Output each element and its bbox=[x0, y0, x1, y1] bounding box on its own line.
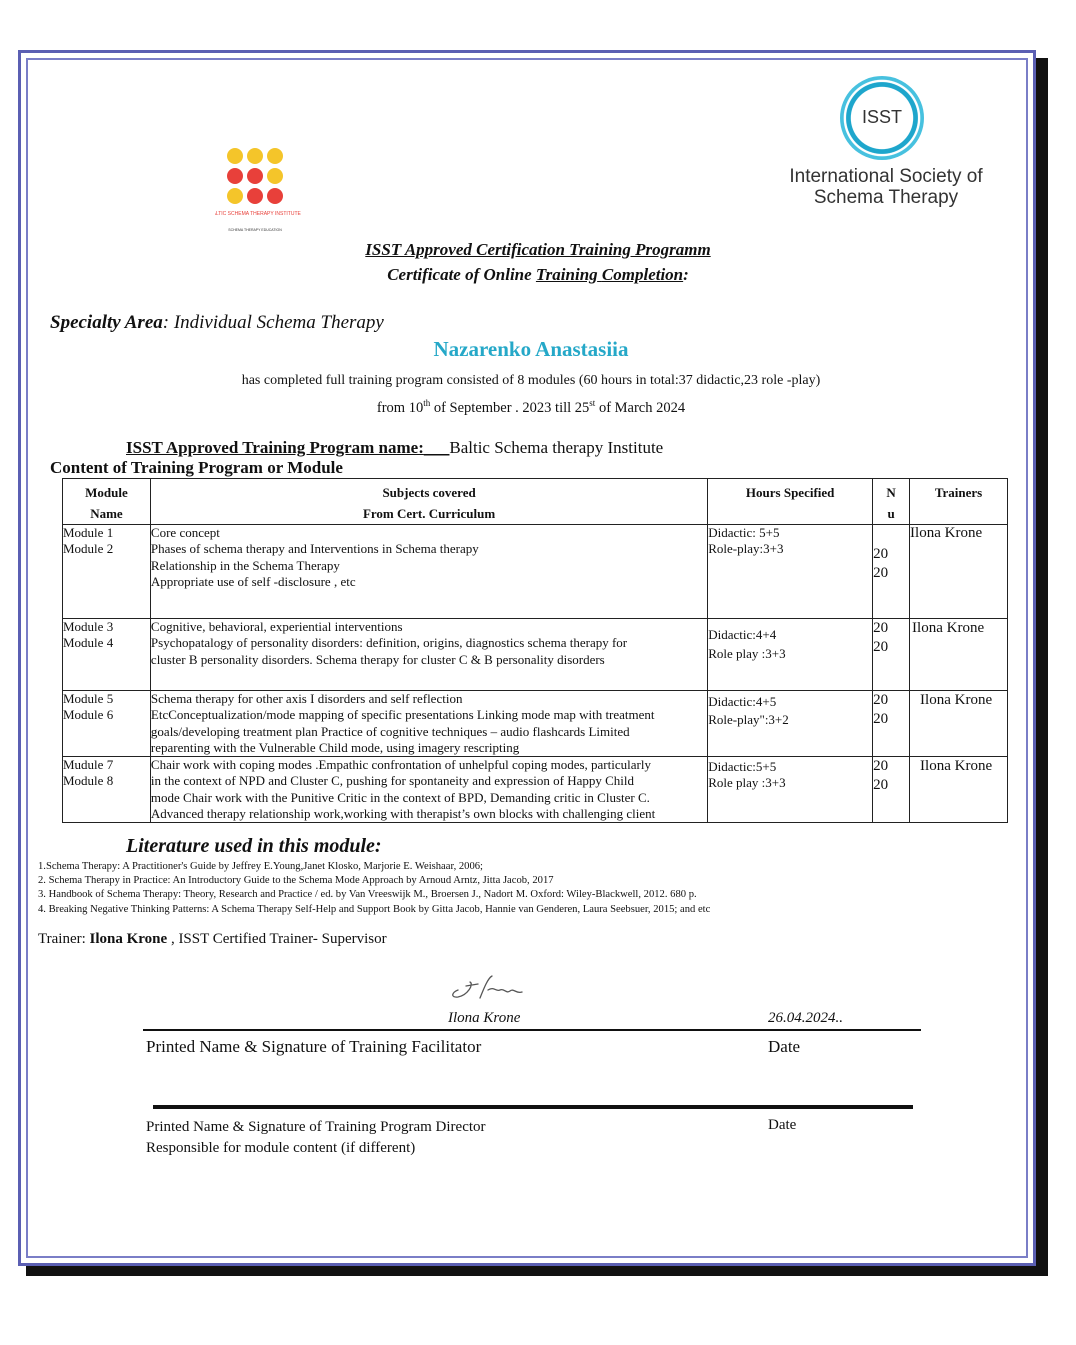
trainer-cell: Ilona Krone bbox=[910, 619, 1008, 691]
signature-printed-name: Ilona Krone bbox=[448, 1010, 521, 1026]
signature-line-1 bbox=[143, 1029, 921, 1031]
table-row bbox=[63, 619, 1008, 691]
bsti-logo-tagline: SCHEMA THERAPY EDUCATION bbox=[228, 228, 282, 232]
specialty-value: : Individual Schema Therapy bbox=[162, 312, 384, 333]
trainer-cell: Ilona Krone bbox=[910, 525, 1008, 619]
hours-cell: Didactic:4+5 Role-play":3+2 bbox=[708, 691, 873, 757]
hours-cell: Didactic: 5+5 Role-play:3+3 bbox=[708, 525, 873, 619]
subjects-cell: Core concept Phases of schema therapy and Interventions in Schema therapy Relationship in the Schema Therapy Appropriate use of self -disclosure , etc bbox=[150, 525, 707, 619]
date-label-2: Date bbox=[768, 1117, 797, 1133]
literature-item: 1.Schema Therapy: A Practitioner's Guide by Jeffrey E.Young,Janet Klosko, Marjorie E. Weishaar, 2006; bbox=[38, 861, 483, 872]
trainer-name: Ilona Krone bbox=[89, 931, 168, 947]
number-cell: 20 20 bbox=[873, 691, 910, 757]
module-cell: Module 3 Module 4 bbox=[63, 619, 151, 691]
trainer-line: Trainer: Ilona Krone , ISST Certified Trainer- Supervisor bbox=[38, 931, 387, 947]
isst-name-line1: International Society of bbox=[789, 166, 983, 187]
certificate-subtitle: Certificate of Online Training Completion: bbox=[387, 265, 689, 284]
director-label: Printed Name & Signature of Training Program Director Responsible for module content (if different) bbox=[146, 1119, 486, 1156]
table-row bbox=[63, 691, 1008, 757]
subjects-cell: Cognitive, behavioral, experiential interventions Psychopatalogy of personality disorders: definition, origins, diagnostics schema therapy for cluster B personality disorders. Schema therapy for cluster C & B personality disorders bbox=[150, 619, 707, 691]
isst-name-line2: Schema Therapy bbox=[813, 187, 959, 208]
number-cell: 20 20 bbox=[873, 525, 910, 619]
recipient-name: Nazarenko Anastasiia bbox=[433, 337, 629, 361]
content-heading: Content of Training Program or Module bbox=[50, 458, 343, 477]
isst-ring-icon bbox=[840, 76, 924, 160]
subjects-cell: Chair work with coping modes .Empathic confrontation of unhelpful coping modes, particularly in the context of NPD and Cluster C, pushing for spontaneity and expression of Happy Child mode Chair work with the Punitive Critic in the context of BPD, Demanding critic in Cluster C. Advanced therapy relationship work,working with therapist’s own blocks with challenging client bbox=[150, 757, 707, 823]
training-dates: from 10th of September . 2023 till 25st of March 2024 bbox=[376, 398, 686, 416]
module-cell: Mudule 7 Module 8 bbox=[63, 757, 151, 823]
modules-table bbox=[62, 478, 1008, 823]
literature-item: 2. Schema Therapy in Practice: An Introductory Guide to the Schema Mode Approach by Arnoud Arntz, Jitta Jacob, 2017 bbox=[38, 875, 554, 887]
hours-cell: Didactic:5+5 Role play :3+3 bbox=[708, 757, 873, 823]
signature-line-2 bbox=[153, 1105, 913, 1109]
bsti-logo bbox=[215, 140, 315, 240]
literature-heading: Literature used in this module: bbox=[126, 835, 382, 857]
trainer-cell: Ilona Krone bbox=[910, 691, 1008, 757]
header-trainers: Trainers bbox=[910, 479, 1008, 525]
facilitator-label: Printed Name & Signature of Training Facilitator bbox=[146, 1037, 482, 1056]
bsti-logo-name: BALTIC SCHEMA THERAPY INSTITUTE bbox=[215, 211, 301, 217]
hours-cell: Didactic:4+4 Role play :3+3 bbox=[708, 619, 873, 691]
number-cell: 20 20 bbox=[873, 619, 910, 691]
signature-date: 26.04.2024.. bbox=[768, 1010, 843, 1026]
program-name: ISST Approved Training Program name:___Baltic Schema therapy Institute bbox=[126, 438, 664, 457]
specialty-area bbox=[50, 312, 384, 334]
specialty-label: Specialty Area bbox=[50, 312, 163, 333]
certificate-title: ISST Approved Certification Training Programm bbox=[365, 240, 711, 259]
isst-name bbox=[786, 166, 986, 208]
header-module: Module Name bbox=[63, 479, 151, 525]
subjects-cell: Schema therapy for other axis I disorders and self reflection EtcConceptualization/mode mapping of specific presentations Linking mode map with treatment goals/developing treatment plan Practice of cognitive techniques – audio flashcards Limited reparenting with the Vulnerable Child mode, using imagery rescripting bbox=[150, 691, 707, 757]
header-subjects: Subjects covered From Cert. Curriculum bbox=[150, 479, 707, 525]
isst-abbrev: ISST bbox=[861, 107, 902, 127]
table-row bbox=[63, 757, 1008, 823]
number-cell: 20 20 bbox=[873, 757, 910, 823]
isst-logo bbox=[786, 74, 986, 214]
trainer-cell: Ilona Krone bbox=[910, 757, 1008, 823]
program-name-label: ISST Approved Training Program name: bbox=[126, 438, 424, 457]
bsti-dots-icon bbox=[215, 140, 315, 240]
signature-icon bbox=[444, 970, 534, 1008]
program-name-value: Baltic Schema therapy Institute bbox=[449, 438, 664, 457]
module-cell: Module 1 Module 2 bbox=[63, 525, 151, 619]
header-n: N u bbox=[873, 479, 910, 525]
handwritten-signature bbox=[444, 970, 534, 1008]
table-row bbox=[63, 525, 1008, 619]
module-cell: Module 5 Module 6 bbox=[63, 691, 151, 757]
date-label-1: Date bbox=[768, 1037, 801, 1056]
header-hours: Hours Specified bbox=[708, 479, 873, 525]
literature-item: 3. Handbook of Schema Therapy: Theory, Research and Practice / ed. by Van Vreeswijk M., Broersen J., Nadort M. Oxford: Wiley-Blackwell, 2012. 680 p. bbox=[38, 889, 697, 901]
literature-item: 4. Breaking Negative Thinking Patterns: A Schema Therapy Self-Help and Support Book by Gitta Jacob, Hannie van Genderen, Laura Seebsuer, 2015; and etc bbox=[38, 903, 711, 915]
completion-text: has completed full training program consisted of 8 modules (60 hours in total:37 didactic,23 role -play) bbox=[241, 373, 821, 388]
literature-list bbox=[38, 860, 710, 917]
table-header-row bbox=[63, 479, 1008, 525]
